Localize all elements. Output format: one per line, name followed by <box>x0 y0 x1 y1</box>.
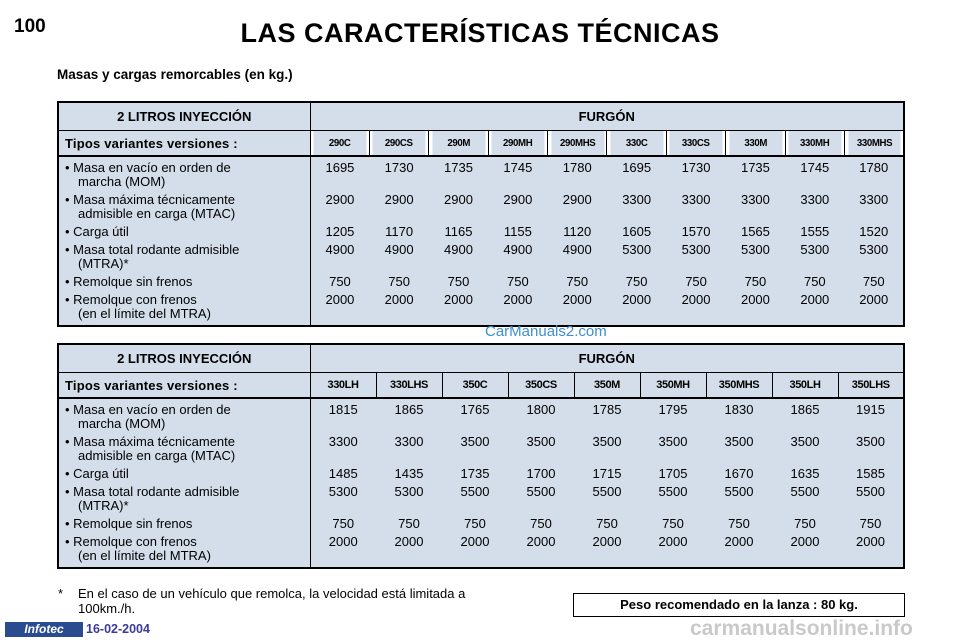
variant-header: 350MHS <box>706 373 772 399</box>
value-con_frenos: 2000 <box>740 292 770 307</box>
value-mom: 1765 <box>460 402 490 417</box>
value-mtra: 5500 <box>592 484 622 499</box>
row-label-sin_frenos: • Remolque sin frenos <box>65 274 193 289</box>
value-mtac: 3500 <box>790 434 820 449</box>
value-con_frenos: 2000 <box>328 534 358 549</box>
value-mtac: 2900 <box>325 192 355 207</box>
variant-header: 330LH <box>310 373 376 399</box>
variant-header: 350CS <box>508 373 574 399</box>
value-column <box>369 156 428 326</box>
value-column <box>574 398 640 568</box>
value-mom: 1795 <box>658 402 688 417</box>
value-mom: 1780 <box>562 160 592 175</box>
value-carga: 1520 <box>859 224 889 239</box>
value-sin_frenos: 750 <box>530 516 552 531</box>
variant-header: 350LHS <box>838 373 904 399</box>
row-label-carga: • Carga útil <box>65 224 129 239</box>
value-carga: 1605 <box>622 224 652 239</box>
value-carga: 1735 <box>460 466 490 481</box>
value-carga: 1670 <box>724 466 754 481</box>
row-label-mtra: (MTRA)* <box>78 256 129 271</box>
value-mtra: 5500 <box>856 484 885 499</box>
value-con_frenos: 2000 <box>444 292 473 307</box>
spec-table-1 <box>57 101 905 327</box>
value-mtra: 5300 <box>859 242 889 257</box>
value-mom: 1735 <box>444 160 473 175</box>
value-mtac: 3300 <box>800 192 830 207</box>
engine-header: 2 LITROS INYECCIÓN <box>58 102 310 131</box>
engine-header: 2 LITROS INYECCIÓN <box>58 344 310 373</box>
value-sin_frenos: 750 <box>685 274 707 289</box>
value-mom: 1780 <box>859 160 889 175</box>
value-column <box>607 156 666 326</box>
value-sin_frenos: 750 <box>447 274 470 289</box>
value-con_frenos: 2000 <box>856 534 885 549</box>
value-mom: 1745 <box>503 160 533 175</box>
value-mom: 1745 <box>800 160 830 175</box>
print-date: 16-02-2004 <box>86 622 150 636</box>
value-carga: 1435 <box>394 466 424 481</box>
value-mtac: 3300 <box>740 192 770 207</box>
row-label-mom: • Masa en vacío en orden de <box>65 160 231 175</box>
value-con_frenos: 2000 <box>592 534 622 549</box>
value-column <box>488 156 547 326</box>
value-mom: 1815 <box>328 402 358 417</box>
value-carga: 1155 <box>503 224 532 239</box>
variant-header: 290CS <box>372 131 427 157</box>
value-mom: 1785 <box>592 402 622 417</box>
value-column <box>508 398 574 568</box>
value-mtra: 5500 <box>526 484 556 499</box>
value-carga: 1120 <box>563 224 592 239</box>
variant-header: 330C <box>609 131 664 157</box>
value-con_frenos: 2000 <box>384 292 414 307</box>
value-mtac: 3500 <box>724 434 754 449</box>
row-label-con_frenos: (en el límite del MTRA) <box>78 306 211 321</box>
value-mtac: 3300 <box>681 192 711 207</box>
row-label-mtra: • Masa total rodante admisible <box>65 242 240 257</box>
value-mtra: 4900 <box>384 242 414 257</box>
value-mtac: 3300 <box>394 434 424 449</box>
value-mom: 1695 <box>325 160 355 175</box>
page-title: LAS CARACTERÍSTICAS TÉCNICAS <box>240 18 720 48</box>
row-label-sin_frenos: • Remolque sin frenos <box>65 516 193 531</box>
value-mtra: 5500 <box>658 484 688 499</box>
brand-logo: Infotec <box>5 622 83 637</box>
value-sin_frenos: 750 <box>744 274 767 289</box>
value-column <box>706 398 772 568</box>
value-carga: 1205 <box>325 224 355 239</box>
value-mtra: 5300 <box>622 242 652 257</box>
row-label-mtra: • Masa total rodante admisible <box>65 484 240 499</box>
value-mtra: 4900 <box>562 242 592 257</box>
variant-header: 350M <box>574 373 640 399</box>
value-mtac: 2900 <box>384 192 414 207</box>
value-sin_frenos: 750 <box>596 516 618 531</box>
value-mtac: 2900 <box>562 192 592 207</box>
value-column <box>666 156 725 326</box>
value-carga: 1705 <box>658 466 688 481</box>
variant-header: 330MHS <box>847 131 902 157</box>
value-mom: 1735 <box>740 160 770 175</box>
value-mtra: 5300 <box>394 484 424 499</box>
row-label-con_frenos: • Remolque con frenos <box>65 534 197 549</box>
value-column <box>442 398 508 568</box>
row-label-con_frenos: (en el límite del MTRA) <box>78 548 211 563</box>
value-con_frenos: 2000 <box>724 534 754 549</box>
value-column <box>429 156 488 326</box>
value-con_frenos: 2000 <box>460 534 490 549</box>
row-label-mtac: • Masa máxima técnicamente <box>65 192 236 207</box>
value-sin_frenos: 750 <box>398 516 420 531</box>
value-mom: 1800 <box>526 402 556 417</box>
value-mtra: 5300 <box>800 242 830 257</box>
variants-label: Tipos variantes versiones : <box>58 131 310 157</box>
footnote-star: * <box>58 586 64 601</box>
value-sin_frenos: 750 <box>507 274 529 289</box>
value-mom: 1730 <box>384 160 414 175</box>
body-type-header: FURGÓN <box>310 102 904 131</box>
value-column <box>376 398 442 568</box>
page-number: 100 <box>14 16 46 37</box>
value-mtra: 5500 <box>724 484 754 499</box>
body-type-header: FURGÓN <box>310 344 904 373</box>
spec-table-2 <box>57 343 905 569</box>
value-mom: 1695 <box>622 160 652 175</box>
value-column <box>785 156 844 326</box>
value-con_frenos: 2000 <box>622 292 652 307</box>
value-carga: 1170 <box>385 224 414 239</box>
row-label-con_frenos: • Remolque con frenos <box>65 292 197 307</box>
value-carga: 1570 <box>681 224 711 239</box>
row-label-mom: • Masa en vacío en orden de <box>65 402 231 417</box>
row-label-mom: marcha (MOM) <box>78 416 166 431</box>
value-column <box>838 398 904 568</box>
value-con_frenos: 2000 <box>658 534 688 549</box>
value-mtac: 3500 <box>856 434 885 449</box>
footnote-line-2: 100km./h. <box>78 600 136 616</box>
value-mom: 1730 <box>681 160 711 175</box>
value-mtra: 5300 <box>681 242 711 257</box>
value-carga: 1565 <box>740 224 770 239</box>
value-mtac: 3500 <box>658 434 688 449</box>
value-con_frenos: 2000 <box>503 292 533 307</box>
value-con_frenos: 2000 <box>394 534 424 549</box>
value-sin_frenos: 750 <box>388 274 410 289</box>
value-mtac: 3300 <box>859 192 889 207</box>
value-column <box>310 398 376 568</box>
value-carga: 1485 <box>328 466 358 481</box>
variant-header: 350MH <box>640 373 706 399</box>
value-con_frenos: 2000 <box>681 292 711 307</box>
value-mtac: 3300 <box>328 434 358 449</box>
value-carga: 1165 <box>444 224 473 239</box>
value-con_frenos: 2000 <box>790 534 820 549</box>
value-mtac: 3500 <box>592 434 622 449</box>
value-sin_frenos: 750 <box>794 516 816 531</box>
section-subtitle: Masas y cargas remorcables (en kg.) <box>57 67 293 82</box>
value-mtra: 4900 <box>503 242 533 257</box>
value-carga: 1585 <box>856 466 885 481</box>
row-label-mtac: admisible en carga (MTAC) <box>78 206 236 221</box>
value-sin_frenos: 750 <box>625 274 648 289</box>
variant-header: 290M <box>431 131 486 157</box>
value-sin_frenos: 750 <box>464 516 486 531</box>
row-label-mtac: admisible en carga (MTAC) <box>78 448 236 463</box>
value-column <box>310 156 369 326</box>
value-sin_frenos: 750 <box>332 516 355 531</box>
value-mtra: 5300 <box>328 484 358 499</box>
variant-header: 330MH <box>788 131 843 157</box>
value-column <box>845 156 904 326</box>
value-mtac: 2900 <box>444 192 473 207</box>
watermark: CarManuals2.com <box>485 323 607 340</box>
value-carga: 1555 <box>800 224 830 239</box>
value-mtra: 4900 <box>325 242 355 257</box>
variant-header: 330CS <box>669 131 724 157</box>
value-con_frenos: 2000 <box>526 534 556 549</box>
value-mtra: 5300 <box>740 242 770 257</box>
value-mtra: 5500 <box>790 484 820 499</box>
value-mtra: 5500 <box>460 484 490 499</box>
value-sin_frenos: 750 <box>862 274 885 289</box>
value-mtac: 3300 <box>622 192 652 207</box>
recommended-weight-box: Peso recomendado en la lanza : 80 kg. <box>573 593 905 617</box>
variant-header: 290MHS <box>550 131 605 157</box>
variant-header: 350C <box>442 373 508 399</box>
value-con_frenos: 2000 <box>800 292 830 307</box>
footnote-line-1: En el caso de un vehículo que remolca, la velocidad está limitada a <box>78 586 466 601</box>
variant-header: 290C <box>312 131 367 157</box>
value-column <box>548 156 607 326</box>
value-sin_frenos: 750 <box>859 516 882 531</box>
row-labels <box>58 156 310 326</box>
value-sin_frenos: 750 <box>728 516 750 531</box>
footnote <box>58 587 578 616</box>
value-mtac: 3500 <box>460 434 490 449</box>
value-sin_frenos: 750 <box>566 274 589 289</box>
value-con_frenos: 2000 <box>859 292 889 307</box>
value-mom: 1830 <box>724 402 754 417</box>
value-sin_frenos: 750 <box>329 274 351 289</box>
variant-header: 330M <box>728 131 783 157</box>
value-carga: 1700 <box>526 466 556 481</box>
value-column <box>726 156 785 326</box>
value-mom: 1865 <box>394 402 424 417</box>
value-mtac: 2900 <box>503 192 533 207</box>
value-mom: 1865 <box>790 402 820 417</box>
value-column <box>772 398 838 568</box>
row-label-mtac: • Masa máxima técnicamente <box>65 434 236 449</box>
variant-header: 350LH <box>772 373 838 399</box>
value-sin_frenos: 750 <box>803 274 826 289</box>
value-column <box>640 398 706 568</box>
footer-watermark: carmanualsonline.info <box>690 617 913 640</box>
value-sin_frenos: 750 <box>662 516 684 531</box>
value-mtra: 4900 <box>444 242 473 257</box>
row-labels <box>58 398 310 568</box>
value-con_frenos: 2000 <box>562 292 592 307</box>
row-label-mtra: (MTRA)* <box>78 498 129 513</box>
value-carga: 1715 <box>592 466 622 481</box>
value-mom: 1915 <box>856 402 885 417</box>
variant-header: 330LHS <box>376 373 442 399</box>
value-carga: 1635 <box>790 466 820 481</box>
row-label-mom: marcha (MOM) <box>78 174 166 189</box>
value-con_frenos: 2000 <box>325 292 355 307</box>
variants-label: Tipos variantes versiones : <box>58 373 310 399</box>
value-mtac: 3500 <box>526 434 556 449</box>
variant-header: 290MH <box>491 131 546 157</box>
row-label-carga: • Carga útil <box>65 466 129 481</box>
